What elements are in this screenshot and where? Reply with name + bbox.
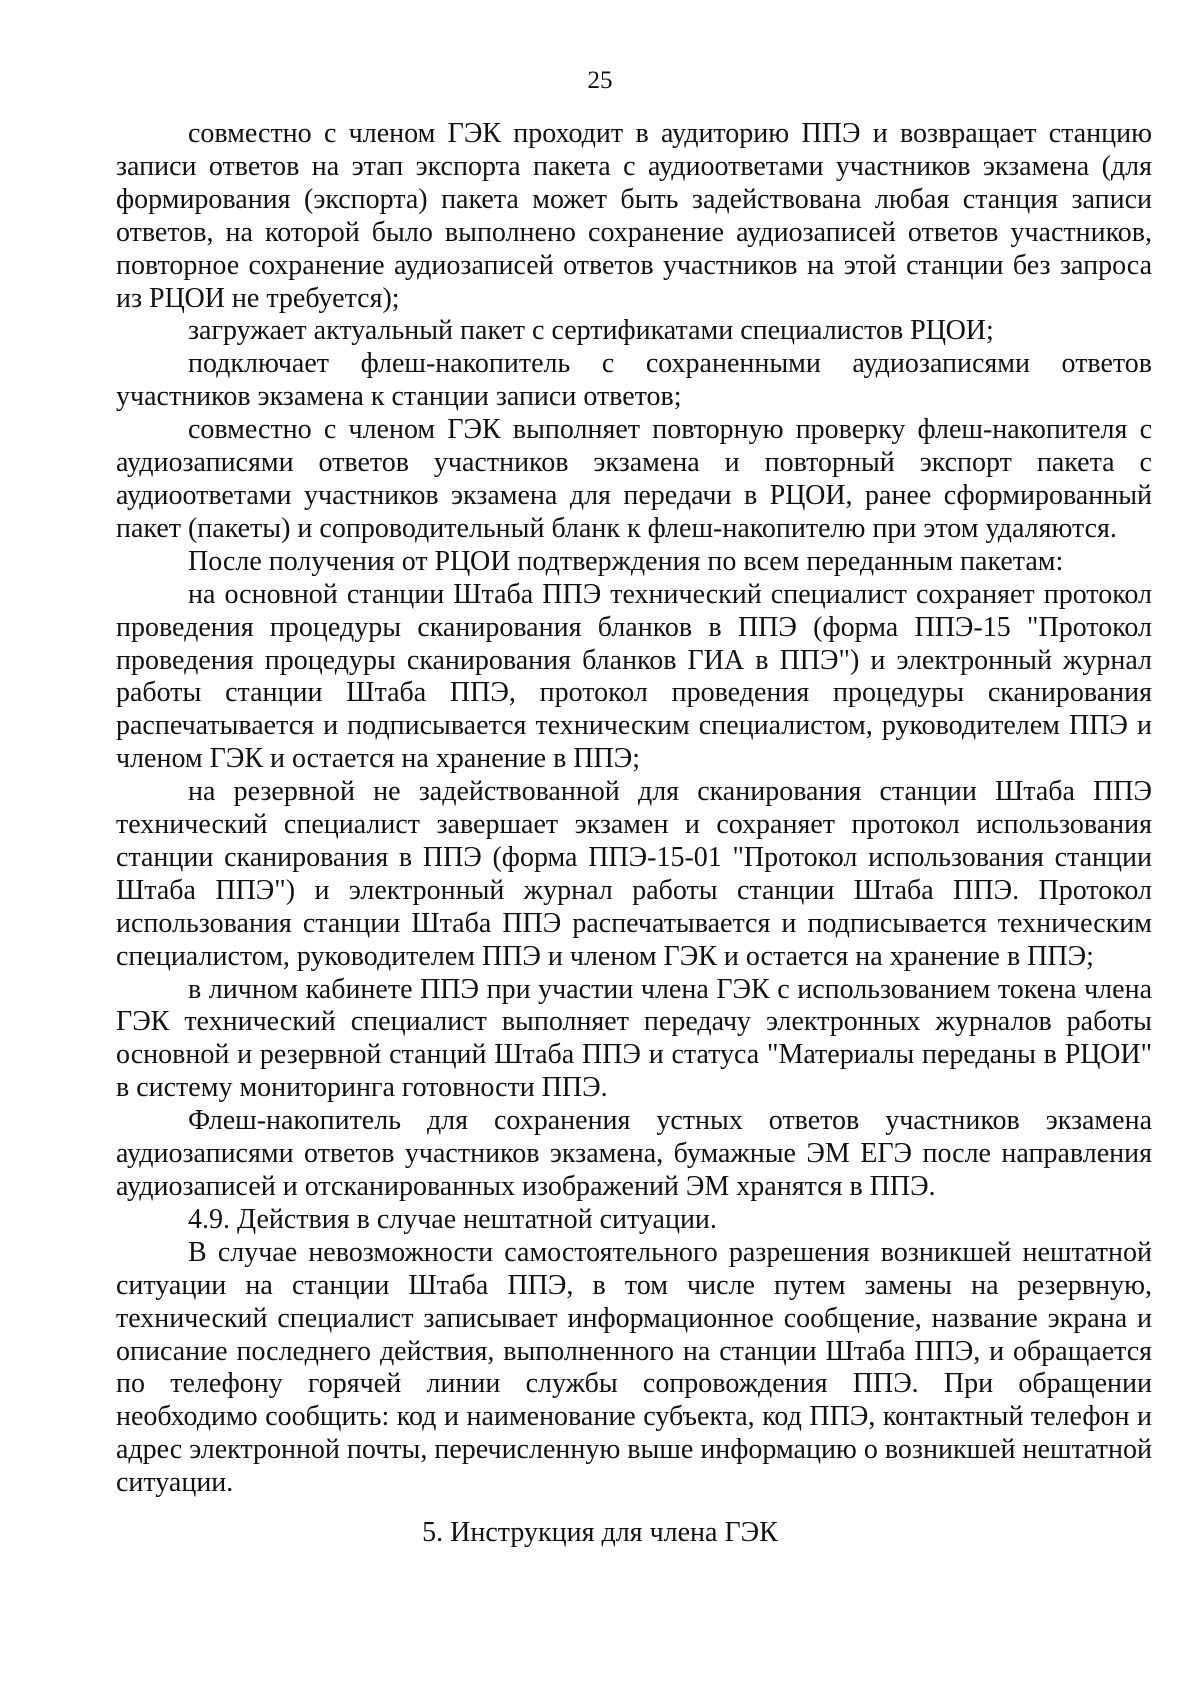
paragraph-return-recording-station: совместно с членом ГЭК проходит в аудиторию ППЭ и возвращает станцию записи ответов на этап экспорта пакета с аудиоответами участников экзамена (для формирования (экспорта) пакета может быть задействована любая станция записи ответов, на которой было выполнено сохранение аудиозаписей ответов участников, повторное сохранение аудиозаписей ответов участников на этой станции без запроса из РЦОИ не требуется); — [116, 118, 1152, 314]
paragraph-reserve-station-protocol: на резервной не задействованной для сканирования станции Штаба ППЭ технический специалист завершает экзамен и сохраняет протокол использования станции сканирования в ППЭ (форма ППЭ-15-01 "Протокол использования станции Штаба ППЭ") и электронный журнал работы станции Штаба ППЭ. Протокол использования станции Штаба ППЭ распечатывается и подписывается техническим специалистом, руководителем ППЭ и членом ГЭК и остается на хранение в ППЭ; — [116, 776, 1152, 972]
paragraph-section-4-9-title: 4.9. Действия в случае нештатной ситуации. — [188, 1203, 717, 1235]
body-text — [116, 118, 1152, 1500]
paragraph-repeat-export: совместно с членом ГЭК выполняет повторную проверку флеш-накопителя с аудиозаписями ответов участников экзамена и повторный экспорт пакета с аудиоответами участников экзамена для передачи в РЦОИ, ранее сформированный пакет (пакеты) и сопроводительный бланк к флеш-накопителю при этом удаляются. — [116, 414, 1152, 544]
paragraph-emergency-hotline: В случае невозможности самостоятельного разрешения возникшей нештатной ситуации на станции Штаба ППЭ, в том числе путем замены на резервную, технический специалист записывает информационное сообщение, название экрана и описание последнего действия, выполненного на станции Штаба ППЭ, и обращается по телефону горячей линии службы сопровождения ППЭ. При обращении необходимо сообщить: код и наименование субъекта, код ППЭ, контактный телефон и адрес электронной почты, перечисленную выше информацию о возникшей нештатной ситуации. — [116, 1236, 1152, 1499]
paragraph-load-certificates: загружает актуальный пакет с сертификатами специалистов РЦОИ; — [188, 315, 994, 347]
page-number: 25 — [587, 67, 613, 94]
paragraph-main-station-protocol: на основной станции Штаба ППЭ технический специалист сохраняет протокол проведения процедуры сканирования бланков в ППЭ (форма ППЭ-15 "Протокол проведения процедуры сканирования бланков ГИА в ППЭ") и электронный журнал работы станции Штаба ППЭ, протокол проведения процедуры сканирования распечатывается и подписывается техническим специалистом, руководителем ППЭ и членом ГЭК и остается на хранение в ППЭ; — [116, 578, 1152, 775]
section-heading: 5. Инструкция для члена ГЭК — [422, 1517, 778, 1548]
paragraph-after-confirmation: После получения от РЦОИ подтверждения по всем переданным пакетам: — [188, 545, 1064, 577]
paragraph-flash-drive-storage: Флеш-накопитель для сохранения устных ответов участников экзамена аудиозаписями ответов участников экзамена, бумажные ЭМ ЕГЭ после направления аудиозаписей и отсканированных изображений ЭМ хранятся в ППЭ. — [116, 1105, 1152, 1202]
paragraph-connect-flash-drive: подключает флеш-накопитель с сохраненными аудиозаписями ответов участников экзамена к станции записи ответов; — [116, 348, 1152, 413]
paragraph-personal-cabinet-transfer: в личном кабинете ППЭ при участии члена ГЭК с использованием токена члена ГЭК технический специалист выполняет передачу электронных журналов работы основной и резервной станций Штаба ППЭ и статуса "Материалы переданы в РЦОИ" в систему мониторинга готовности ППЭ. — [116, 973, 1152, 1104]
